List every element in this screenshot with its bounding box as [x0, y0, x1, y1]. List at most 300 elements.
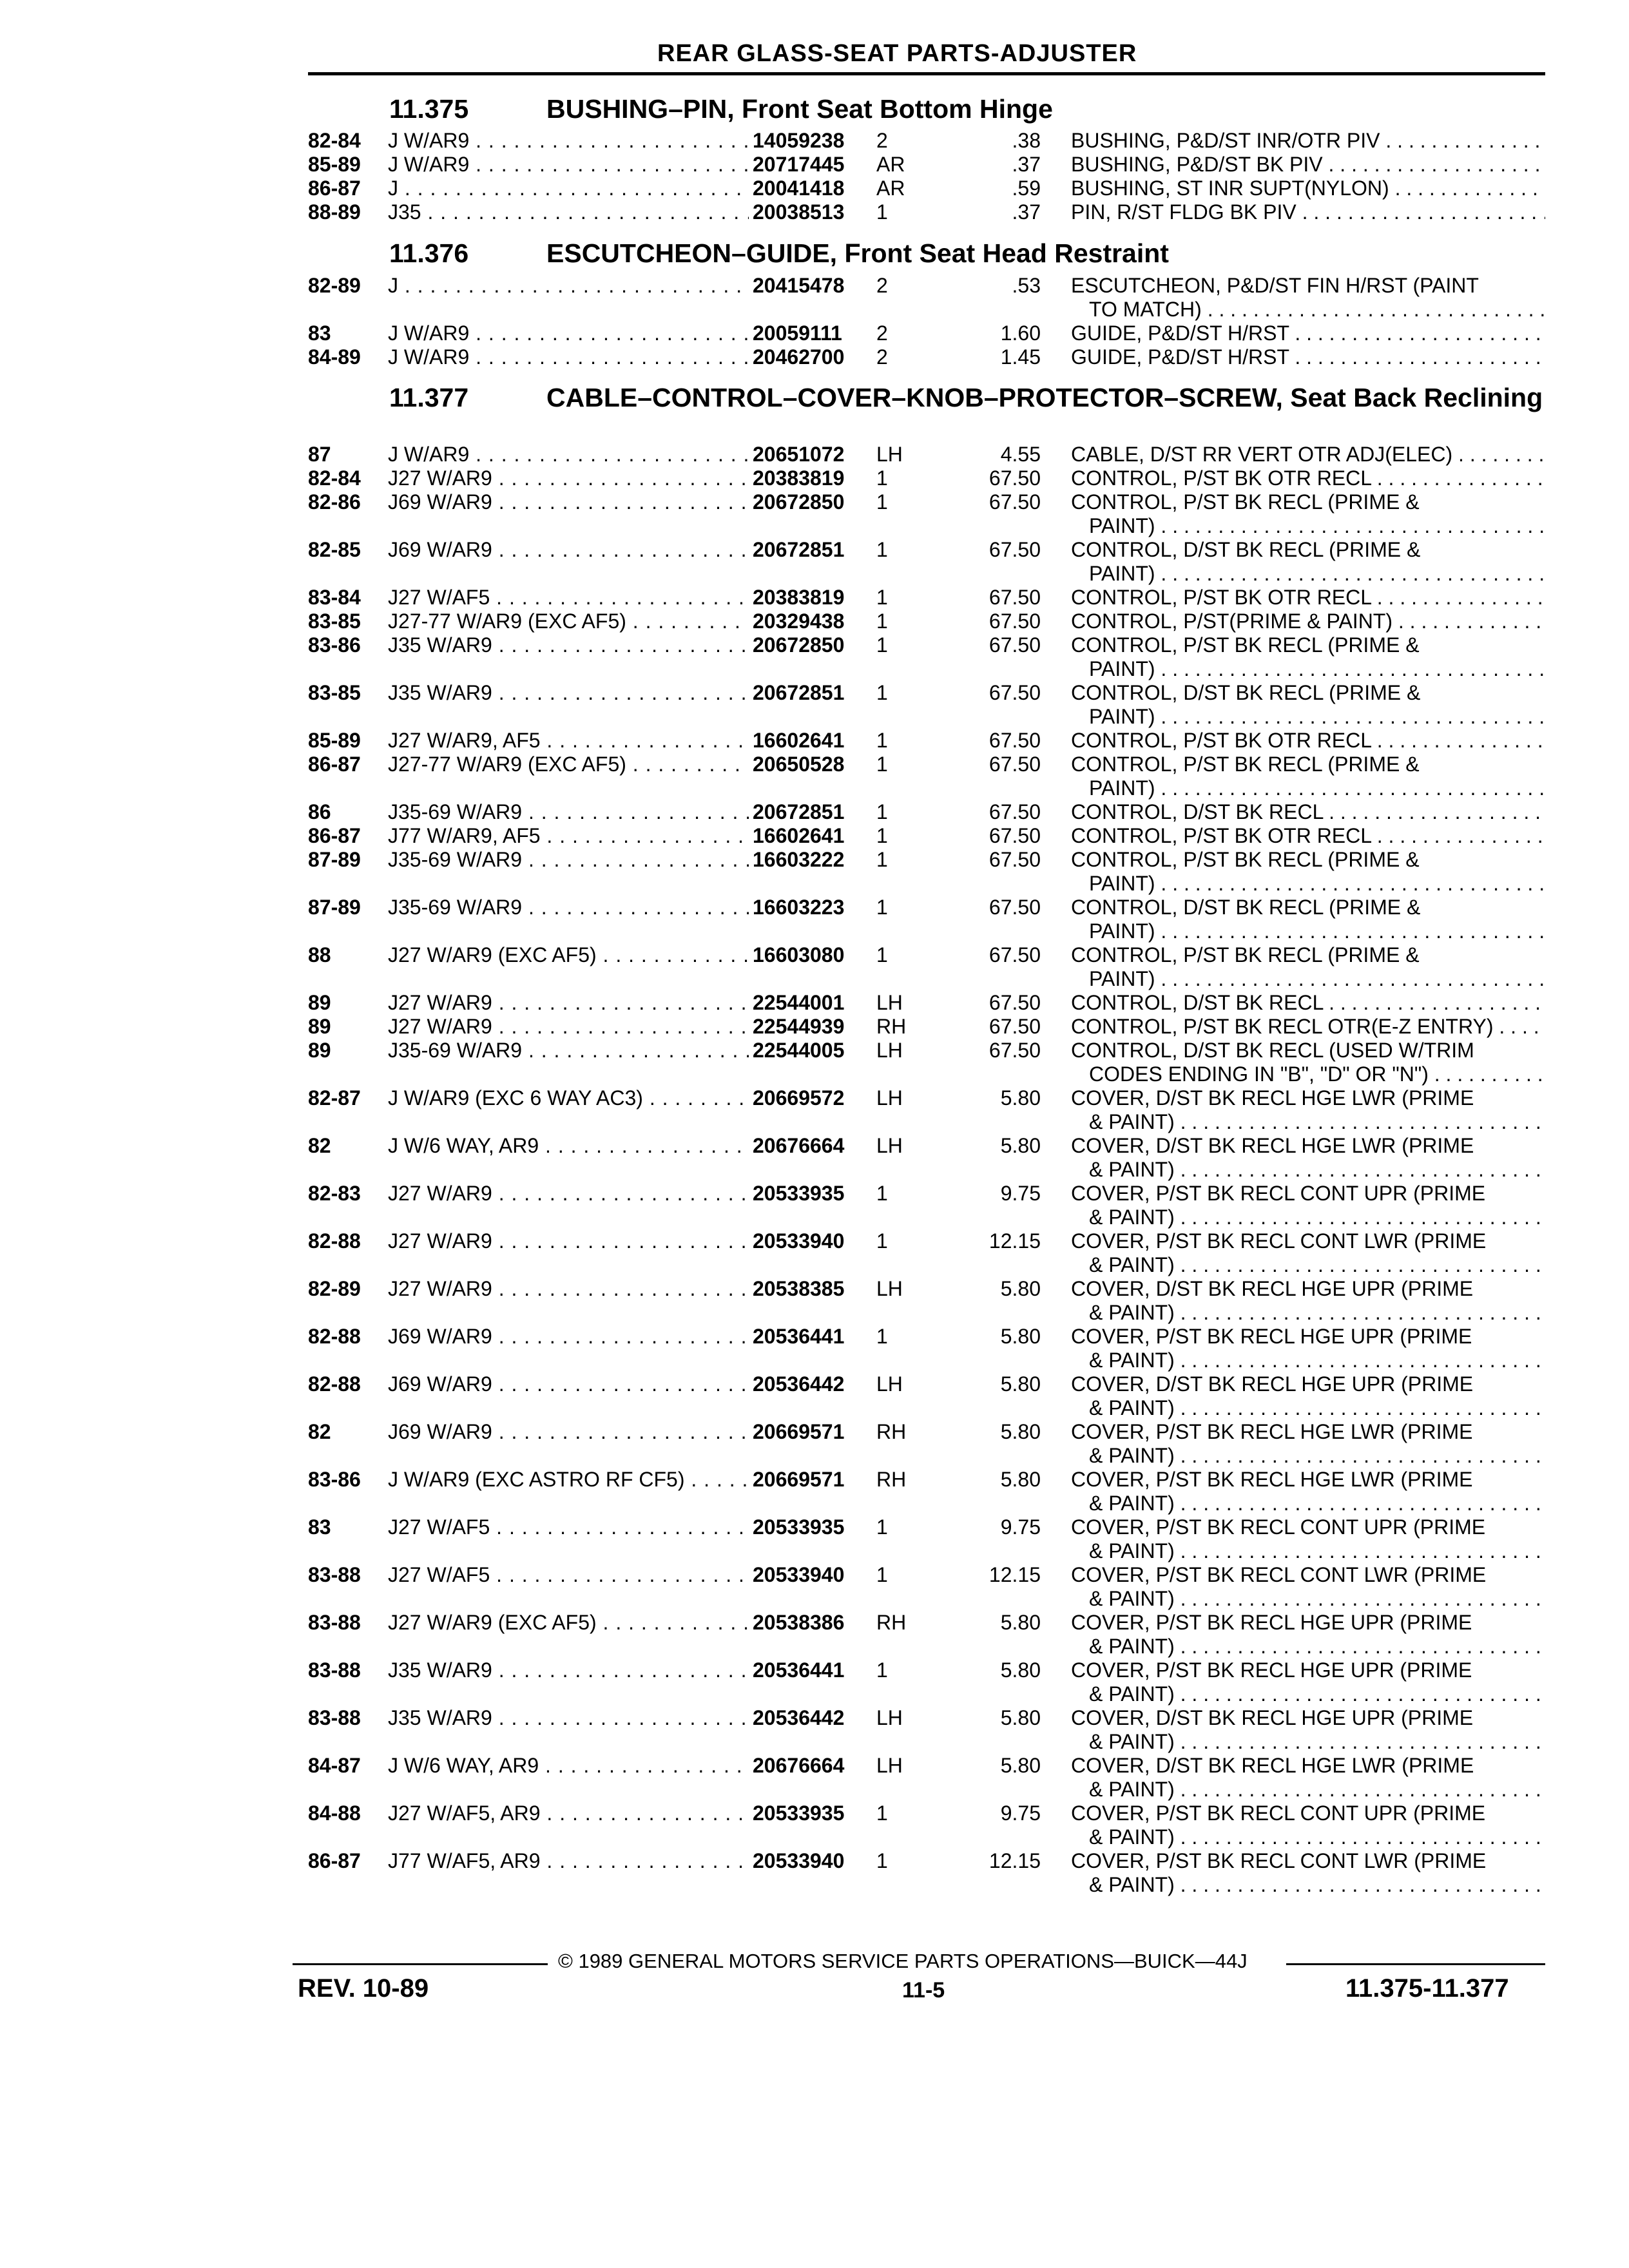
parts-row	[0, 345, 1629, 370]
section-heading	[389, 95, 1629, 122]
part-description: COVER, P/ST BK RECL HGE LWR (PRIME	[1071, 1468, 1473, 1491]
quantity: 1	[876, 943, 888, 966]
parts-row	[0, 1086, 1629, 1133]
price: .37	[1012, 200, 1041, 224]
vehicle-application: J27 W/AR9 . . .	[388, 1277, 749, 1301]
footer-section-range: 11.375-11.377	[1345, 1974, 1509, 2003]
part-number: 20059111	[749, 322, 870, 345]
quantity: 1	[876, 633, 888, 657]
part-description: BUSHING, P&D/ST INR/OTR PIV . . .	[1071, 129, 1545, 153]
part-number: 20672850	[749, 633, 870, 657]
price: 5.80	[1000, 1325, 1041, 1348]
part-description-continued: & PAINT) . . .	[1089, 1587, 1545, 1611]
quantity: LH	[876, 1372, 903, 1396]
quantity: 1	[876, 1229, 888, 1253]
price: 67.50	[988, 586, 1041, 609]
section-heading	[389, 240, 1629, 267]
part-description: CONTROL, D/ST BK RECL (PRIME &	[1071, 681, 1421, 704]
part-number: 22544005	[749, 1039, 870, 1062]
part-description-continued: & PAINT) . . .	[1089, 1444, 1545, 1468]
part-description-continued: PAINT) . . .	[1089, 657, 1545, 681]
part-description: CONTROL, P/ST BK OTR RECL . . .	[1071, 466, 1545, 490]
year-range: 82-85	[308, 538, 361, 561]
price: 67.50	[988, 1015, 1041, 1038]
part-description: COVER, D/ST BK RECL HGE LWR (PRIME	[1071, 1754, 1474, 1777]
part-number: 20536441	[749, 1658, 870, 1682]
year-range: 82-84	[308, 466, 361, 490]
vehicle-application: J W/AR9 . . .	[388, 129, 749, 153]
vehicle-application: J69 W/AR9 . . .	[388, 1372, 749, 1396]
quantity: 1	[876, 1658, 888, 1682]
quantity: 2	[876, 345, 888, 369]
price: 67.50	[988, 991, 1041, 1014]
parts-row	[0, 1372, 1629, 1419]
part-description: BUSHING, P&D/ST BK PIV . . .	[1071, 153, 1545, 177]
part-description-continued: PAINT) . . .	[1089, 919, 1545, 943]
part-description: CONTROL, P/ST BK RECL (PRIME &	[1071, 490, 1420, 514]
vehicle-application: J27 W/AR9 . . .	[388, 1015, 749, 1039]
year-range: 82-88	[308, 1229, 361, 1253]
year-range: 82-87	[308, 1086, 361, 1110]
part-description-continued: & PAINT) . . .	[1089, 1539, 1545, 1563]
part-number: 20383819	[749, 586, 870, 610]
part-number: 20462700	[749, 345, 870, 369]
part-description-continued: & PAINT) . . .	[1089, 1778, 1545, 1802]
vehicle-application: J69 W/AR9 . . .	[388, 1420, 749, 1444]
vehicle-application: J27 W/AR9 . . .	[388, 1229, 749, 1253]
quantity: 1	[876, 1849, 888, 1872]
price: 67.50	[988, 538, 1041, 561]
year-range: 86-87	[308, 177, 361, 200]
vehicle-application: J27 W/AR9 (EXC AF5) . . .	[388, 1611, 749, 1635]
year-range: 83-86	[308, 633, 361, 657]
parts-row	[0, 681, 1629, 728]
vehicle-application: J35 . . .	[388, 200, 749, 224]
vehicle-application: J W/6 WAY, AR9 . . .	[388, 1134, 749, 1158]
parts-row	[0, 896, 1629, 943]
vehicle-application: J . . .	[388, 274, 749, 298]
parts-row	[0, 729, 1629, 753]
parts-row	[0, 1420, 1629, 1467]
price: 67.50	[988, 943, 1041, 966]
parts-row	[0, 1325, 1629, 1372]
quantity: 1	[876, 729, 888, 752]
year-range: 84-89	[308, 345, 361, 369]
year-range: 82-84	[308, 129, 361, 152]
part-number: 20038513	[749, 200, 870, 224]
year-range: 86-87	[308, 1849, 361, 1872]
quantity: 2	[876, 129, 888, 152]
price: .59	[1012, 177, 1041, 200]
year-range: 83-85	[308, 610, 361, 633]
parts-row	[0, 274, 1629, 321]
part-number: 20669571	[749, 1468, 870, 1492]
vehicle-application: J77 W/AR9, AF5 . . .	[388, 824, 749, 848]
parts-row	[0, 1468, 1629, 1515]
part-description: COVER, D/ST BK RECL HGE LWR (PRIME	[1071, 1086, 1474, 1110]
part-description-continued: PAINT) . . .	[1089, 514, 1545, 538]
price: 5.80	[1000, 1658, 1041, 1682]
price: 67.50	[988, 729, 1041, 752]
price: 67.50	[988, 848, 1041, 871]
price: 9.75	[1000, 1182, 1041, 1205]
part-number: 20669571	[749, 1420, 870, 1444]
part-description-continued: & PAINT) . . .	[1089, 1730, 1545, 1754]
price: 67.50	[988, 466, 1041, 490]
quantity: 1	[876, 1802, 888, 1825]
section-title: CABLE–CONTROL–COVER–KNOB–PROTECTOR–SCREW, Seat Back Reclining	[546, 383, 1543, 412]
quantity: 1	[876, 1182, 888, 1205]
vehicle-application: J69 W/AR9 . . .	[388, 1325, 749, 1349]
part-description-continued: & PAINT) . . .	[1089, 1873, 1545, 1897]
parts-row	[0, 800, 1629, 825]
part-number: 20533935	[749, 1515, 870, 1539]
part-number: 20538386	[749, 1611, 870, 1635]
year-range: 83-88	[308, 1706, 361, 1729]
part-description: CONTROL, D/ST BK RECL (PRIME &	[1071, 896, 1421, 919]
footer-rule-left	[293, 1963, 548, 1965]
part-number: 20536442	[749, 1706, 870, 1730]
price: 5.80	[1000, 1134, 1041, 1157]
year-range: 88	[308, 943, 331, 966]
part-number: 20415478	[749, 274, 870, 298]
part-description: COVER, D/ST BK RECL HGE UPR (PRIME	[1071, 1277, 1474, 1300]
part-number: 20672851	[749, 681, 870, 705]
vehicle-application: J27 W/AF5, AR9 . . .	[388, 1802, 749, 1825]
part-description-continued: & PAINT) . . .	[1089, 1825, 1545, 1849]
quantity: 1	[876, 1515, 888, 1539]
vehicle-application: J W/AR9 (EXC 6 WAY AC3) . . .	[388, 1086, 749, 1110]
part-number: 16603223	[749, 896, 870, 919]
part-description-continued: & PAINT) . . .	[1089, 1682, 1545, 1706]
year-range: 83	[308, 322, 331, 345]
part-description: COVER, P/ST BK RECL HGE UPR (PRIME	[1071, 1658, 1472, 1682]
price: 12.15	[988, 1563, 1041, 1586]
quantity: LH	[876, 1754, 903, 1777]
year-range: 86	[308, 800, 331, 823]
part-number: 20717445	[749, 153, 870, 177]
year-range: 86-87	[308, 824, 361, 847]
year-range: 83-88	[308, 1563, 361, 1586]
part-number: 20669572	[749, 1086, 870, 1110]
part-description: COVER, P/ST BK RECL CONT LWR (PRIME	[1071, 1563, 1487, 1586]
price: 67.50	[988, 490, 1041, 514]
parts-row	[0, 200, 1629, 225]
year-range: 83-84	[308, 586, 361, 609]
part-description: BUSHING, ST INR SUPT(NYLON) . . .	[1071, 177, 1545, 200]
quantity: LH	[876, 443, 903, 466]
quantity: 1	[876, 1325, 888, 1348]
part-description-continued: PAINT) . . .	[1089, 562, 1545, 586]
part-number: 20536442	[749, 1372, 870, 1396]
price: 67.50	[988, 681, 1041, 704]
part-description: CONTROL, P/ST BK OTR RECL . . .	[1071, 729, 1545, 753]
section-number: 11.376	[389, 238, 469, 268]
part-number: 20672850	[749, 490, 870, 514]
part-description: COVER, P/ST BK RECL CONT UPR (PRIME	[1071, 1182, 1486, 1205]
year-range: 83-88	[308, 1611, 361, 1634]
year-range: 87-89	[308, 848, 361, 871]
price: 67.50	[988, 753, 1041, 776]
parts-row	[0, 153, 1629, 177]
year-range: 87	[308, 443, 331, 466]
quantity: LH	[876, 1277, 903, 1300]
price: 4.55	[1000, 443, 1041, 466]
vehicle-application: J W/AR9 (EXC ASTRO RF CF5) . . .	[388, 1468, 749, 1492]
parts-row	[0, 1563, 1629, 1610]
parts-row	[0, 177, 1629, 201]
vehicle-application: J27 W/AR9 . . .	[388, 991, 749, 1015]
quantity: 1	[876, 586, 888, 609]
part-number: 20533935	[749, 1802, 870, 1825]
price: 5.80	[1000, 1372, 1041, 1396]
footer-copyright: © 1989 GENERAL MOTORS SERVICE PARTS OPERATIONS—BUICK—44J	[558, 1950, 1248, 1972]
part-description: CONTROL, P/ST BK OTR RECL . . .	[1071, 824, 1545, 848]
part-description: CONTROL, D/ST BK RECL (PRIME &	[1071, 538, 1421, 561]
part-description: COVER, P/ST BK RECL CONT UPR (PRIME	[1071, 1515, 1486, 1539]
parts-row	[0, 129, 1629, 153]
price: .37	[1012, 153, 1041, 176]
vehicle-application: J W/AR9 . . .	[388, 443, 749, 466]
price: 9.75	[1000, 1515, 1041, 1539]
quantity: LH	[876, 991, 903, 1014]
price: 9.75	[1000, 1802, 1041, 1825]
quantity: LH	[876, 1134, 903, 1157]
year-range: 82-88	[308, 1372, 361, 1396]
price: 5.80	[1000, 1086, 1041, 1110]
parts-row	[0, 1802, 1629, 1849]
vehicle-application: J27 W/AF5 . . .	[388, 1515, 749, 1539]
parts-row	[0, 610, 1629, 634]
price: 67.50	[988, 633, 1041, 657]
price: 12.15	[988, 1229, 1041, 1253]
parts-row	[0, 1229, 1629, 1276]
part-number: 20041418	[749, 177, 870, 200]
vehicle-application: J27-77 W/AR9 (EXC AF5) . . .	[388, 753, 749, 776]
price: 67.50	[988, 1039, 1041, 1062]
parts-row	[0, 1754, 1629, 1801]
price: 67.50	[988, 824, 1041, 847]
vehicle-application: J27 W/AR9 (EXC AF5) . . .	[388, 943, 749, 967]
price: 1.60	[1000, 322, 1041, 345]
vehicle-application: J27-77 W/AR9 (EXC AF5) . . .	[388, 610, 749, 633]
price: 1.45	[1000, 345, 1041, 369]
vehicle-application: J35 W/AR9 . . .	[388, 1658, 749, 1682]
footer-revision: REV. 10-89	[298, 1974, 429, 2003]
part-description: CONTROL, D/ST BK RECL . . .	[1071, 800, 1545, 824]
year-range: 84-88	[308, 1802, 361, 1825]
quantity: 1	[876, 681, 888, 704]
parts-row	[0, 1039, 1629, 1086]
parts-row	[0, 586, 1629, 610]
year-range: 82-86	[308, 490, 361, 514]
part-number: 16602641	[749, 824, 870, 848]
vehicle-application: J35-69 W/AR9 . . .	[388, 800, 749, 824]
part-description: COVER, P/ST BK RECL HGE UPR (PRIME	[1071, 1325, 1472, 1348]
year-range: 82	[308, 1420, 331, 1443]
year-range: 82-83	[308, 1182, 361, 1205]
part-description: CONTROL, D/ST BK RECL (USED W/TRIM	[1071, 1039, 1474, 1062]
year-range: 89	[308, 1039, 331, 1062]
vehicle-application: J W/AR9 . . .	[388, 322, 749, 345]
part-description-continued: & PAINT) . . .	[1089, 1206, 1545, 1229]
footer-rule-right	[1286, 1963, 1545, 1965]
part-description: COVER, D/ST BK RECL HGE UPR (PRIME	[1071, 1372, 1474, 1396]
part-number: 22544001	[749, 991, 870, 1015]
vehicle-application: J35-69 W/AR9 . . .	[388, 848, 749, 872]
year-range: 83-88	[308, 1658, 361, 1682]
part-description: COVER, P/ST BK RECL CONT LWR (PRIME	[1071, 1229, 1487, 1253]
year-range: 83-85	[308, 681, 361, 704]
price: 67.50	[988, 610, 1041, 633]
quantity: 1	[876, 753, 888, 776]
part-description-continued: PAINT) . . .	[1089, 776, 1545, 800]
price: 5.80	[1000, 1754, 1041, 1777]
parts-row	[0, 1706, 1629, 1753]
vehicle-application: J27 W/AR9 . . .	[388, 1182, 749, 1206]
part-number: 20676664	[749, 1134, 870, 1158]
quantity: RH	[876, 1468, 907, 1491]
part-description-continued: & PAINT) . . .	[1089, 1349, 1545, 1372]
part-number: 16603080	[749, 943, 870, 967]
vehicle-application: J . . .	[388, 177, 749, 200]
vehicle-application: J W/AR9 . . .	[388, 153, 749, 177]
price: 5.80	[1000, 1468, 1041, 1491]
vehicle-application: J27 W/AF5 . . .	[388, 1563, 749, 1587]
part-description: CONTROL, P/ST BK RECL OTR(E-Z ENTRY) . . .	[1071, 1015, 1545, 1039]
price: 67.50	[988, 896, 1041, 919]
parts-row	[0, 1515, 1629, 1562]
part-number: 20651072	[749, 443, 870, 466]
quantity: 1	[876, 824, 888, 847]
part-description: ESCUTCHEON, P&D/ST FIN H/RST (PAINT	[1071, 274, 1479, 297]
parts-row	[0, 1015, 1629, 1039]
part-number: 20538385	[749, 1277, 870, 1301]
quantity: AR	[876, 153, 905, 176]
page-header-title: REAR GLASS-SEAT PARTS-ADJUSTER	[657, 40, 1137, 67]
year-range: 83-86	[308, 1468, 361, 1491]
year-range: 88-89	[308, 200, 361, 224]
part-description: GUIDE, P&D/ST H/RST . . .	[1071, 345, 1545, 369]
section-number: 11.375	[389, 94, 469, 124]
parts-row	[0, 824, 1629, 849]
section-title: ESCUTCHEON–GUIDE, Front Seat Head Restraint	[546, 238, 1169, 268]
part-description-continued: & PAINT) . . .	[1089, 1492, 1545, 1515]
part-number: 20672851	[749, 538, 870, 562]
part-description-continued: & PAINT) . . .	[1089, 1158, 1545, 1182]
year-range: 89	[308, 1015, 331, 1038]
footer-page-number: 11-5	[902, 1978, 945, 2003]
year-range: 82	[308, 1134, 331, 1157]
part-description: GUIDE, P&D/ST H/RST . . .	[1071, 322, 1545, 345]
part-description: CONTROL, P/ST BK RECL (PRIME &	[1071, 943, 1420, 966]
year-range: 82-89	[308, 1277, 361, 1300]
parts-row	[0, 633, 1629, 680]
part-description: COVER, P/ST BK RECL CONT LWR (PRIME	[1071, 1849, 1487, 1872]
section-number: 11.377	[389, 383, 469, 412]
part-number: 20533940	[749, 1563, 870, 1587]
year-range: 87-89	[308, 896, 361, 919]
quantity: RH	[876, 1420, 907, 1443]
quantity: 1	[876, 610, 888, 633]
year-range: 86-87	[308, 753, 361, 776]
part-description: COVER, D/ST BK RECL HGE UPR (PRIME	[1071, 1706, 1474, 1729]
part-number: 20533940	[749, 1229, 870, 1253]
quantity: 2	[876, 322, 888, 345]
section-heading	[389, 384, 1629, 411]
part-number: 16602641	[749, 729, 870, 753]
parts-row	[0, 1277, 1629, 1324]
part-description: CONTROL, P/ST BK RECL (PRIME &	[1071, 848, 1420, 871]
part-number: 20533935	[749, 1182, 870, 1206]
vehicle-application: J35 W/AR9 . . .	[388, 1706, 749, 1730]
vehicle-application: J27 W/AR9 . . .	[388, 466, 749, 490]
quantity: LH	[876, 1039, 903, 1062]
vehicle-application: J35-69 W/AR9 . . .	[388, 896, 749, 919]
part-number: 20533940	[749, 1849, 870, 1873]
parts-row	[0, 991, 1629, 1015]
quantity: 1	[876, 1563, 888, 1586]
part-description: COVER, P/ST BK RECL HGE LWR (PRIME	[1071, 1420, 1473, 1443]
parts-row	[0, 943, 1629, 990]
part-description: CONTROL, P/ST(PRIME & PAINT) . . .	[1071, 610, 1545, 633]
price: 5.80	[1000, 1420, 1041, 1443]
quantity: 1	[876, 800, 888, 823]
part-number: 20672851	[749, 800, 870, 824]
quantity: RH	[876, 1611, 907, 1634]
part-number: 20536441	[749, 1325, 870, 1349]
parts-row	[0, 322, 1629, 346]
part-description: CABLE, D/ST RR VERT OTR ADJ(ELEC) . . .	[1071, 443, 1545, 466]
part-number: 20650528	[749, 753, 870, 776]
vehicle-application: J W/AR9 . . .	[388, 345, 749, 369]
part-number: 22544939	[749, 1015, 870, 1039]
quantity: 1	[876, 490, 888, 514]
part-number: 20383819	[749, 466, 870, 490]
part-description-continued: TO MATCH) . . .	[1089, 298, 1545, 322]
part-description-continued: PAINT) . . .	[1089, 872, 1545, 896]
parts-row	[0, 490, 1629, 537]
parts-row	[0, 1849, 1629, 1896]
parts-row	[0, 538, 1629, 585]
part-description-continued: & PAINT) . . .	[1089, 1396, 1545, 1420]
vehicle-application: J69 W/AR9 . . .	[388, 538, 749, 562]
price: 5.80	[1000, 1611, 1041, 1634]
header-rule	[308, 72, 1545, 75]
parts-row	[0, 443, 1629, 467]
part-description: CONTROL, P/ST BK RECL (PRIME &	[1071, 753, 1420, 776]
parts-row	[0, 1182, 1629, 1229]
part-description-continued: & PAINT) . . .	[1089, 1635, 1545, 1658]
price: 12.15	[988, 1849, 1041, 1872]
quantity: 2	[876, 274, 888, 297]
part-description-continued: CODES ENDING IN "B", "D" OR "N") . . .	[1089, 1062, 1545, 1086]
part-description: COVER, D/ST BK RECL HGE LWR (PRIME	[1071, 1134, 1474, 1157]
year-range: 82-89	[308, 274, 361, 297]
parts-row	[0, 753, 1629, 800]
year-range: 83	[308, 1515, 331, 1539]
quantity: LH	[876, 1706, 903, 1729]
price: .53	[1012, 274, 1041, 297]
vehicle-application: J27 W/AR9, AF5 . . .	[388, 729, 749, 753]
section-title: BUSHING–PIN, Front Seat Bottom Hinge	[546, 94, 1053, 124]
year-range: 85-89	[308, 729, 361, 752]
part-description: CONTROL, D/ST BK RECL . . .	[1071, 991, 1545, 1015]
price: 67.50	[988, 800, 1041, 823]
parts-row	[0, 1658, 1629, 1706]
part-description: COVER, P/ST BK RECL CONT UPR (PRIME	[1071, 1802, 1486, 1825]
quantity: 1	[876, 466, 888, 490]
